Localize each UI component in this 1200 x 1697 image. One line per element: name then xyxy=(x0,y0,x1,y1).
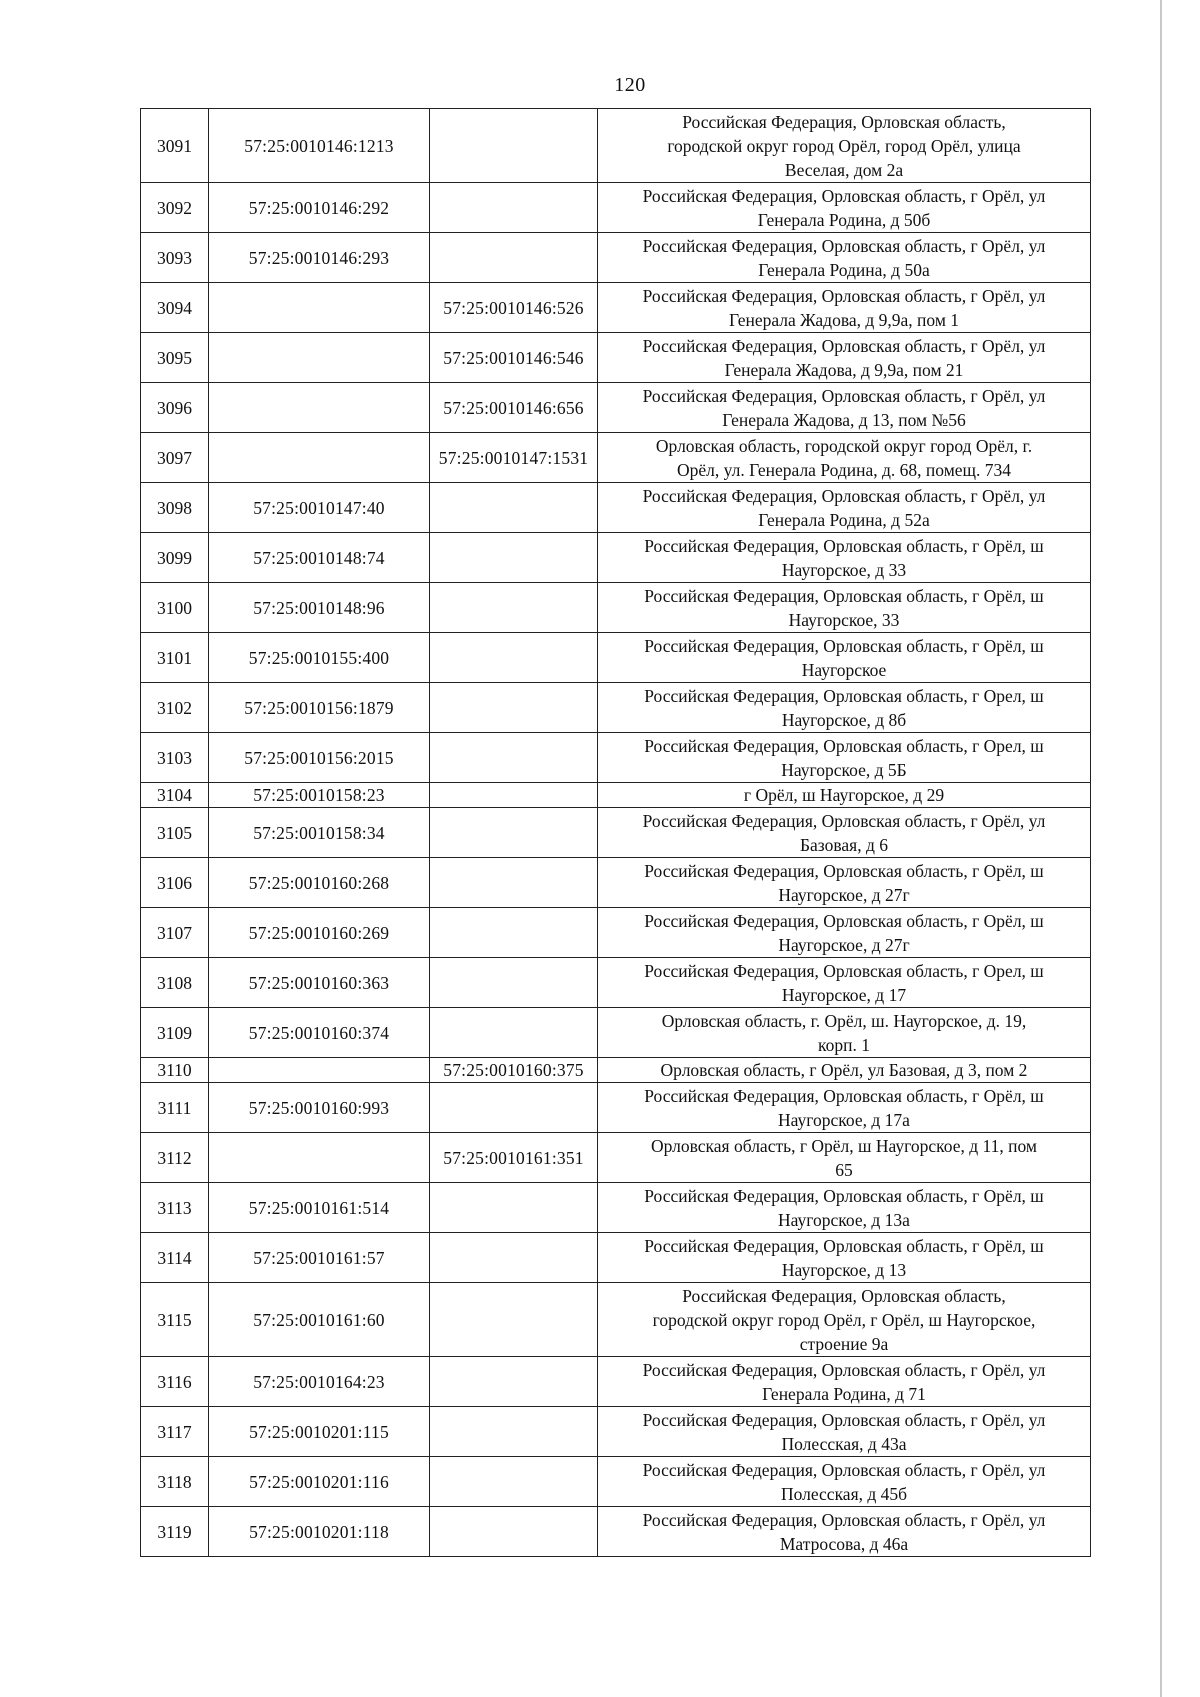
address-line: Российская Федерация, Орловская область, г Орёл, ул xyxy=(642,385,1046,406)
table-row xyxy=(141,109,1091,183)
cadastral-number-land: 57:25:0010161:514 xyxy=(209,1183,430,1233)
row-number: 3105 xyxy=(141,808,209,858)
address-line: Наугорское xyxy=(801,659,887,680)
row-number: 3097 xyxy=(141,433,209,483)
address-line: Российская Федерация, Орловская область, г Орёл, ш xyxy=(644,635,1044,656)
address-line: Полесская, д 45б xyxy=(780,1483,908,1504)
table-row xyxy=(141,383,1091,433)
address-line: г Орёл, ш Наугорское, д 29 xyxy=(743,785,945,805)
address-line: Наугорское, 33 xyxy=(788,609,900,630)
address-line: Российская Федерация, Орловская область, г Орёл, ш xyxy=(644,585,1044,606)
address-line: Генерала Родина, д 52а xyxy=(758,509,930,530)
row-number: 3108 xyxy=(141,958,209,1008)
table-row xyxy=(141,1083,1091,1133)
address-line: Российская Федерация, Орловская область, г Орёл, ш xyxy=(644,1185,1044,1206)
table-row xyxy=(141,1183,1091,1233)
page-number: 120 xyxy=(614,74,646,96)
address-cell xyxy=(598,1507,1091,1557)
cadastral-number-premises xyxy=(430,1283,598,1357)
cadastral-number-land: 57:25:0010156:2015 xyxy=(209,733,430,783)
cadastral-number-land: 57:25:0010161:60 xyxy=(209,1283,430,1357)
row-number: 3111 xyxy=(141,1083,209,1133)
address-line: Полесская, д 43а xyxy=(781,1433,907,1454)
address-line: Наугорское, д 17а xyxy=(778,1109,910,1130)
cadastral-number-land: 57:25:0010161:57 xyxy=(209,1233,430,1283)
address-line: Наугорское, д 13 xyxy=(781,1259,907,1280)
address-line: Российская Федерация, Орловская область, г Орёл, ш xyxy=(644,860,1044,881)
cadastral-number-land: 57:25:0010146:293 xyxy=(209,233,430,283)
table-row xyxy=(141,1233,1091,1283)
address-line: Российская Федерация, Орловская область, г Орёл, ул xyxy=(642,485,1046,506)
cadastral-number-premises: 57:25:0010146:656 xyxy=(430,383,598,433)
row-number: 3092 xyxy=(141,183,209,233)
registry-table-body xyxy=(141,109,1091,1557)
registry-table xyxy=(140,108,1091,1557)
cadastral-number-premises xyxy=(430,808,598,858)
address-cell xyxy=(598,858,1091,908)
address-line: Наугорское, д 17 xyxy=(781,984,907,1005)
cadastral-number-premises xyxy=(430,1407,598,1457)
row-number: 3091 xyxy=(141,109,209,183)
cadastral-number-land: 57:25:0010155:400 xyxy=(209,633,430,683)
row-number: 3119 xyxy=(141,1507,209,1557)
row-number: 3117 xyxy=(141,1407,209,1457)
row-number: 3102 xyxy=(141,683,209,733)
address-line: Российская Федерация, Орловская область, г Орёл, ул xyxy=(642,185,1046,206)
address-line: Российская Федерация, Орловская область, г Орёл, ул xyxy=(642,1359,1046,1380)
cadastral-number-land: 57:25:0010201:115 xyxy=(209,1407,430,1457)
address-cell xyxy=(598,183,1091,233)
cadastral-number-premises xyxy=(430,1183,598,1233)
address-cell xyxy=(598,1008,1091,1058)
address-cell xyxy=(598,1357,1091,1407)
address-line: Российская Федерация, Орловская область, г Орёл, ш xyxy=(644,1085,1044,1106)
row-number: 3112 xyxy=(141,1133,209,1183)
table-row xyxy=(141,1457,1091,1507)
address-cell xyxy=(598,333,1091,383)
address-line: Веселая, дом 2а xyxy=(784,159,904,180)
cadastral-number-land: 57:25:0010160:363 xyxy=(209,958,430,1008)
cadastral-number-premises: 57:25:0010146:526 xyxy=(430,283,598,333)
cadastral-number-land: 57:25:0010160:268 xyxy=(209,858,430,908)
row-number: 3114 xyxy=(141,1233,209,1283)
table-row xyxy=(141,433,1091,483)
address-line: 65 xyxy=(835,1159,853,1180)
row-number: 3116 xyxy=(141,1357,209,1407)
cadastral-number-premises xyxy=(430,858,598,908)
row-number: 3115 xyxy=(141,1283,209,1357)
address-line: Наугорское, д 8б xyxy=(781,709,907,730)
address-cell xyxy=(598,483,1091,533)
cadastral-number-premises: 57:25:0010147:1531 xyxy=(430,433,598,483)
cadastral-number-premises xyxy=(430,1233,598,1283)
address-cell xyxy=(598,1233,1091,1283)
address-cell xyxy=(598,633,1091,683)
address-line: корп. 1 xyxy=(818,1034,870,1055)
table-row xyxy=(141,1008,1091,1058)
table-row xyxy=(141,908,1091,958)
table-row xyxy=(141,483,1091,533)
cadastral-number-land: 57:25:0010160:374 xyxy=(209,1008,430,1058)
address-cell xyxy=(598,783,1091,808)
cadastral-number-land: 57:25:0010160:269 xyxy=(209,908,430,958)
address-line: Наугорское, д 27г xyxy=(778,884,910,905)
table-row xyxy=(141,858,1091,908)
row-number: 3118 xyxy=(141,1457,209,1507)
table-row xyxy=(141,1283,1091,1357)
table-row xyxy=(141,233,1091,283)
address-line: Матросова, д 46а xyxy=(779,1533,909,1554)
address-line: Орловская область, г Орёл, ш Наугорское, д 11, пом xyxy=(650,1135,1037,1156)
table-row xyxy=(141,1507,1091,1557)
cadastral-number-land: 57:25:0010146:292 xyxy=(209,183,430,233)
address-cell xyxy=(598,109,1091,183)
address-line: Российская Федерация, Орловская область, г Орел, ш xyxy=(644,735,1044,756)
address-line: Наугорское, д 27г xyxy=(778,934,910,955)
cadastral-number-land xyxy=(209,1133,430,1183)
address-line: Генерала Родина, д 50б xyxy=(757,209,931,230)
address-line: Российская Федерация, Орловская область, г Орёл, ул xyxy=(642,285,1046,306)
row-number: 3103 xyxy=(141,733,209,783)
address-cell xyxy=(598,433,1091,483)
address-line: Наугорское, д 13а xyxy=(778,1209,910,1230)
table-row xyxy=(141,683,1091,733)
cadastral-number-premises xyxy=(430,583,598,633)
address-line: Генерала Жадова, д 9,9а, пом 1 xyxy=(728,309,960,330)
row-number: 3095 xyxy=(141,333,209,383)
table-row xyxy=(141,1058,1091,1083)
cadastral-number-premises xyxy=(430,1083,598,1133)
row-number: 3104 xyxy=(141,783,209,808)
address-cell xyxy=(598,1058,1091,1083)
table-row xyxy=(141,958,1091,1008)
address-cell xyxy=(598,1407,1091,1457)
cadastral-number-land xyxy=(209,1058,430,1083)
cadastral-number-premises xyxy=(430,483,598,533)
table-row xyxy=(141,1357,1091,1407)
cadastral-number-premises xyxy=(430,1507,598,1557)
address-cell xyxy=(598,533,1091,583)
address-line: Базовая, д 6 xyxy=(799,834,888,855)
cadastral-number-premises xyxy=(430,533,598,583)
address-line: Российская Федерация, Орловская область, г Орёл, ул xyxy=(642,1509,1046,1530)
cadastral-number-premises: 57:25:0010160:375 xyxy=(430,1058,598,1083)
table-row xyxy=(141,783,1091,808)
row-number: 3093 xyxy=(141,233,209,283)
address-line: Российская Федерация, Орловская область, г Орёл, ш xyxy=(644,910,1044,931)
cadastral-number-premises xyxy=(430,1457,598,1507)
address-cell xyxy=(598,733,1091,783)
address-line: Наугорское, д 5Б xyxy=(781,759,907,780)
cadastral-number-land: 57:25:0010201:116 xyxy=(209,1457,430,1507)
address-line: Наугорское, д 33 xyxy=(781,559,907,580)
table-row xyxy=(141,1407,1091,1457)
row-number: 3113 xyxy=(141,1183,209,1233)
address-line: городской округ город Орёл, город Орёл, улица xyxy=(667,135,1021,156)
address-line: Российская Федерация, Орловская область, г Орёл, ул xyxy=(642,235,1046,256)
cadastral-number-premises: 57:25:0010161:351 xyxy=(430,1133,598,1183)
address-line: Генерала Родина, д 50а xyxy=(758,259,930,280)
row-number: 3109 xyxy=(141,1008,209,1058)
cadastral-number-land: 57:25:0010146:1213 xyxy=(209,109,430,183)
address-cell xyxy=(598,1183,1091,1233)
address-cell xyxy=(598,1133,1091,1183)
page-edge xyxy=(1160,0,1162,1697)
cadastral-number-land: 57:25:0010158:23 xyxy=(209,783,430,808)
cadastral-number-premises xyxy=(430,958,598,1008)
address-cell xyxy=(598,908,1091,958)
table-row xyxy=(141,633,1091,683)
address-cell xyxy=(598,958,1091,1008)
address-cell xyxy=(598,1083,1091,1133)
cadastral-number-land: 57:25:0010201:118 xyxy=(209,1507,430,1557)
address-cell xyxy=(598,583,1091,633)
table-row xyxy=(141,1133,1091,1183)
address-line: Генерала Жадова, д 13, пом №56 xyxy=(722,409,966,430)
address-cell xyxy=(598,1457,1091,1507)
address-cell xyxy=(598,233,1091,283)
table-row xyxy=(141,583,1091,633)
cadastral-number-premises xyxy=(430,683,598,733)
table-row xyxy=(141,733,1091,783)
address-line: Российская Федерация, Орловская область, г Орёл, ш xyxy=(644,1235,1044,1256)
table-row xyxy=(141,183,1091,233)
cadastral-number-premises xyxy=(430,183,598,233)
row-number: 3096 xyxy=(141,383,209,433)
address-line: Орёл, ул. Генерала Родина, д. 68, помещ. 734 xyxy=(676,459,1012,480)
address-line: Российская Федерация, Орловская область, г Орёл, ул xyxy=(642,1409,1046,1430)
table-row xyxy=(141,808,1091,858)
cadastral-number-premises xyxy=(430,1008,598,1058)
cadastral-number-premises xyxy=(430,783,598,808)
row-number: 3094 xyxy=(141,283,209,333)
cadastral-number-premises xyxy=(430,733,598,783)
cadastral-number-land: 57:25:0010160:993 xyxy=(209,1083,430,1133)
cadastral-number-land xyxy=(209,283,430,333)
row-number: 3107 xyxy=(141,908,209,958)
address-line: Российская Федерация, Орловская область, г Орёл, ул xyxy=(642,810,1046,831)
cadastral-number-premises xyxy=(430,233,598,283)
row-number: 3101 xyxy=(141,633,209,683)
address-cell xyxy=(598,1283,1091,1357)
cadastral-number-premises xyxy=(430,908,598,958)
address-line: Российская Федерация, Орловская область, г Орел, ш xyxy=(644,685,1044,706)
table-row xyxy=(141,333,1091,383)
address-line: Российская Федерация, Орловская область, г Орел, ш xyxy=(644,960,1044,981)
table-row xyxy=(141,533,1091,583)
cadastral-number-land: 57:25:0010158:34 xyxy=(209,808,430,858)
address-cell xyxy=(598,683,1091,733)
address-cell xyxy=(598,283,1091,333)
address-line: Орловская область, г Орёл, ул Базовая, д 3, пом 2 xyxy=(660,1060,1028,1080)
address-cell xyxy=(598,383,1091,433)
address-line: городской округ город Орёл, г Орёл, ш Наугорское, xyxy=(652,1309,1036,1330)
row-number: 3110 xyxy=(141,1058,209,1083)
cadastral-number-premises xyxy=(430,633,598,683)
cadastral-number-premises xyxy=(430,1357,598,1407)
address-line: Российская Федерация, Орловская область, г Орёл, ул xyxy=(642,1459,1046,1480)
table-row xyxy=(141,283,1091,333)
address-line: Генерала Жадова, д 9,9а, пом 21 xyxy=(724,359,964,380)
cadastral-number-land: 57:25:0010147:40 xyxy=(209,483,430,533)
address-line: строение 9а xyxy=(799,1333,889,1354)
cadastral-number-premises xyxy=(430,109,598,183)
cadastral-number-land xyxy=(209,383,430,433)
row-number: 3099 xyxy=(141,533,209,583)
cadastral-number-land xyxy=(209,333,430,383)
cadastral-number-premises: 57:25:0010146:546 xyxy=(430,333,598,383)
cadastral-number-land: 57:25:0010164:23 xyxy=(209,1357,430,1407)
address-line: Российская Федерация, Орловская область, xyxy=(682,111,1006,132)
row-number: 3098 xyxy=(141,483,209,533)
row-number: 3106 xyxy=(141,858,209,908)
cadastral-number-land xyxy=(209,433,430,483)
address-cell xyxy=(598,808,1091,858)
address-line: Российская Федерация, Орловская область, xyxy=(682,1285,1006,1306)
address-line: Российская Федерация, Орловская область, г Орёл, ш xyxy=(644,535,1044,556)
row-number: 3100 xyxy=(141,583,209,633)
cadastral-number-land: 57:25:0010156:1879 xyxy=(209,683,430,733)
address-line: Российская Федерация, Орловская область, г Орёл, ул xyxy=(642,335,1046,356)
address-line: Генерала Родина, д 71 xyxy=(762,1383,926,1404)
address-line: Орловская область, городской округ город Орёл, г. xyxy=(655,435,1033,456)
cadastral-number-land: 57:25:0010148:74 xyxy=(209,533,430,583)
address-line: Орловская область, г. Орёл, ш. Наугорское, д. 19, xyxy=(661,1010,1027,1031)
cadastral-number-land: 57:25:0010148:96 xyxy=(209,583,430,633)
